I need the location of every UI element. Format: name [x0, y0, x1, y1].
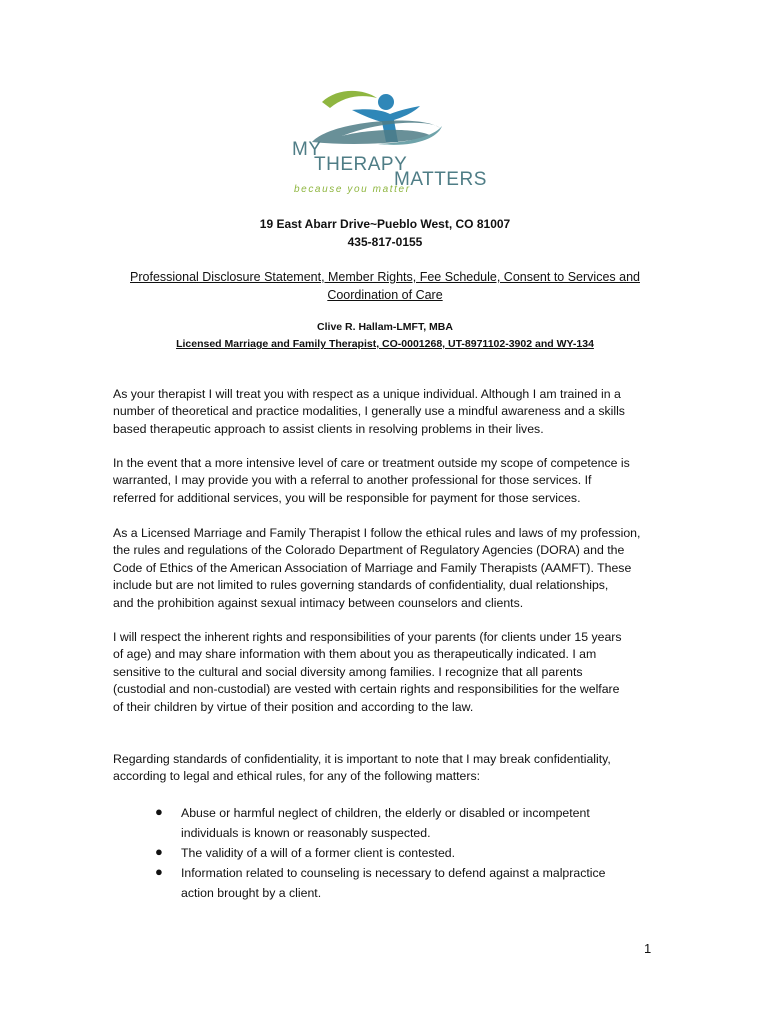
logo-text-therapy: THERAPY — [314, 154, 408, 175]
list-item — [155, 844, 455, 864]
paragraph-line: sensitive to the cultural and social diversity among families. I recognize that all parents — [113, 664, 583, 679]
paragraph-line: In the event that a more intensive level of care or treatment outside my scope of competence is — [113, 456, 630, 470]
bullet-icon: ● — [155, 844, 163, 859]
paragraph-parents — [113, 629, 673, 716]
paragraph-line: according to legal and ethical rules, for any of the following matters: — [113, 769, 481, 784]
bullet-icon: ● — [155, 864, 163, 879]
paragraph-confidentiality — [113, 751, 673, 786]
list-item-line: Information related to counseling is necessary to defend against a malpractice — [181, 866, 606, 880]
paragraph-line: of their children by virtue of their position and according to the law. — [113, 699, 474, 714]
paragraph-respect — [113, 386, 673, 438]
logo-text-my: MY — [292, 139, 322, 160]
list-item-line: action brought by a client. — [181, 885, 322, 900]
practice-address: 19 East Abarr Drive~Pueblo West, CO 81007 — [259, 217, 511, 231]
paragraph-referral — [113, 455, 673, 507]
paragraph-line: and the prohibition against sexual intimacy between counselors and clients. — [113, 595, 524, 610]
my-therapy-matters-logo — [282, 80, 502, 200]
list-item — [155, 864, 605, 903]
document-title — [0, 268, 770, 304]
paragraph-line: Regarding standards of confidentiality, it is important to note that I may break confidentiality, — [113, 752, 611, 766]
paragraph-line: include but are not limited to rules governing standards of confidentiality, dual relationships, — [113, 578, 609, 593]
practice-phone: 435-817-0155 — [347, 235, 423, 249]
bullet-icon: ● — [155, 804, 163, 819]
page-number: 1 — [644, 941, 652, 956]
paragraph-line: Code of Ethics of the American Association of Marriage and Family Therapists (AAMFT). These — [113, 560, 632, 575]
paragraph-line: based therapeutic approach to assist clients in resolving problems in their lives. — [113, 421, 544, 436]
document-title-line: Professional Disclosure Statement, Member Rights, Fee Schedule, Consent to Services and — [130, 270, 640, 284]
paragraph-line: I will respect the inherent rights and responsibilities of your parents (for clients under 15 years — [113, 630, 622, 644]
list-item-line: Abuse or harmful neglect of children, the elderly or disabled or incompetent — [181, 806, 590, 820]
paragraph-line: referred for additional services, you will be responsible for payment for those services. — [113, 490, 581, 505]
paragraph-line: (custodial and non-custodial) are vested with certain rights and responsibilities for the welfare — [113, 682, 620, 697]
therapist-name: Clive R. Hallam-LMFT, MBA — [317, 321, 453, 333]
document-title-line: Coordination of Care — [327, 288, 443, 302]
therapist-license: Licensed Marriage and Family Therapist, CO-0001268, UT-8971102-3902 and WY-134 — [176, 338, 594, 350]
paragraph-line: of age) and may share information with them about you as therapeutically indicated. I am — [113, 647, 597, 662]
list-item-line: individuals is known or reasonably suspected. — [181, 825, 431, 840]
paragraph-line: warranted, I may provide you with a referral to another professional for those services. If — [113, 473, 592, 488]
paragraph-line: As your therapist I will treat you with respect as a unique individual. Although I am trained in a — [113, 387, 621, 401]
logo-text-matters: MATTERS — [394, 169, 487, 190]
list-item — [155, 804, 590, 843]
paragraph-line: the rules and regulations of the Colorado Department of Regulatory Agencies (DORA) and the — [113, 543, 625, 558]
paragraph-ethics — [113, 525, 673, 612]
list-item-line: The validity of a will of a former client is contested. — [181, 846, 456, 860]
paragraph-line: number of theoretical and practice modalities, I generally use a mindful awareness and a skills — [113, 404, 625, 419]
paragraph-line: As a Licensed Marriage and Family Therapist I follow the ethical rules and laws of my profession, — [113, 526, 641, 540]
logo-tagline: because you matter — [294, 184, 411, 195]
